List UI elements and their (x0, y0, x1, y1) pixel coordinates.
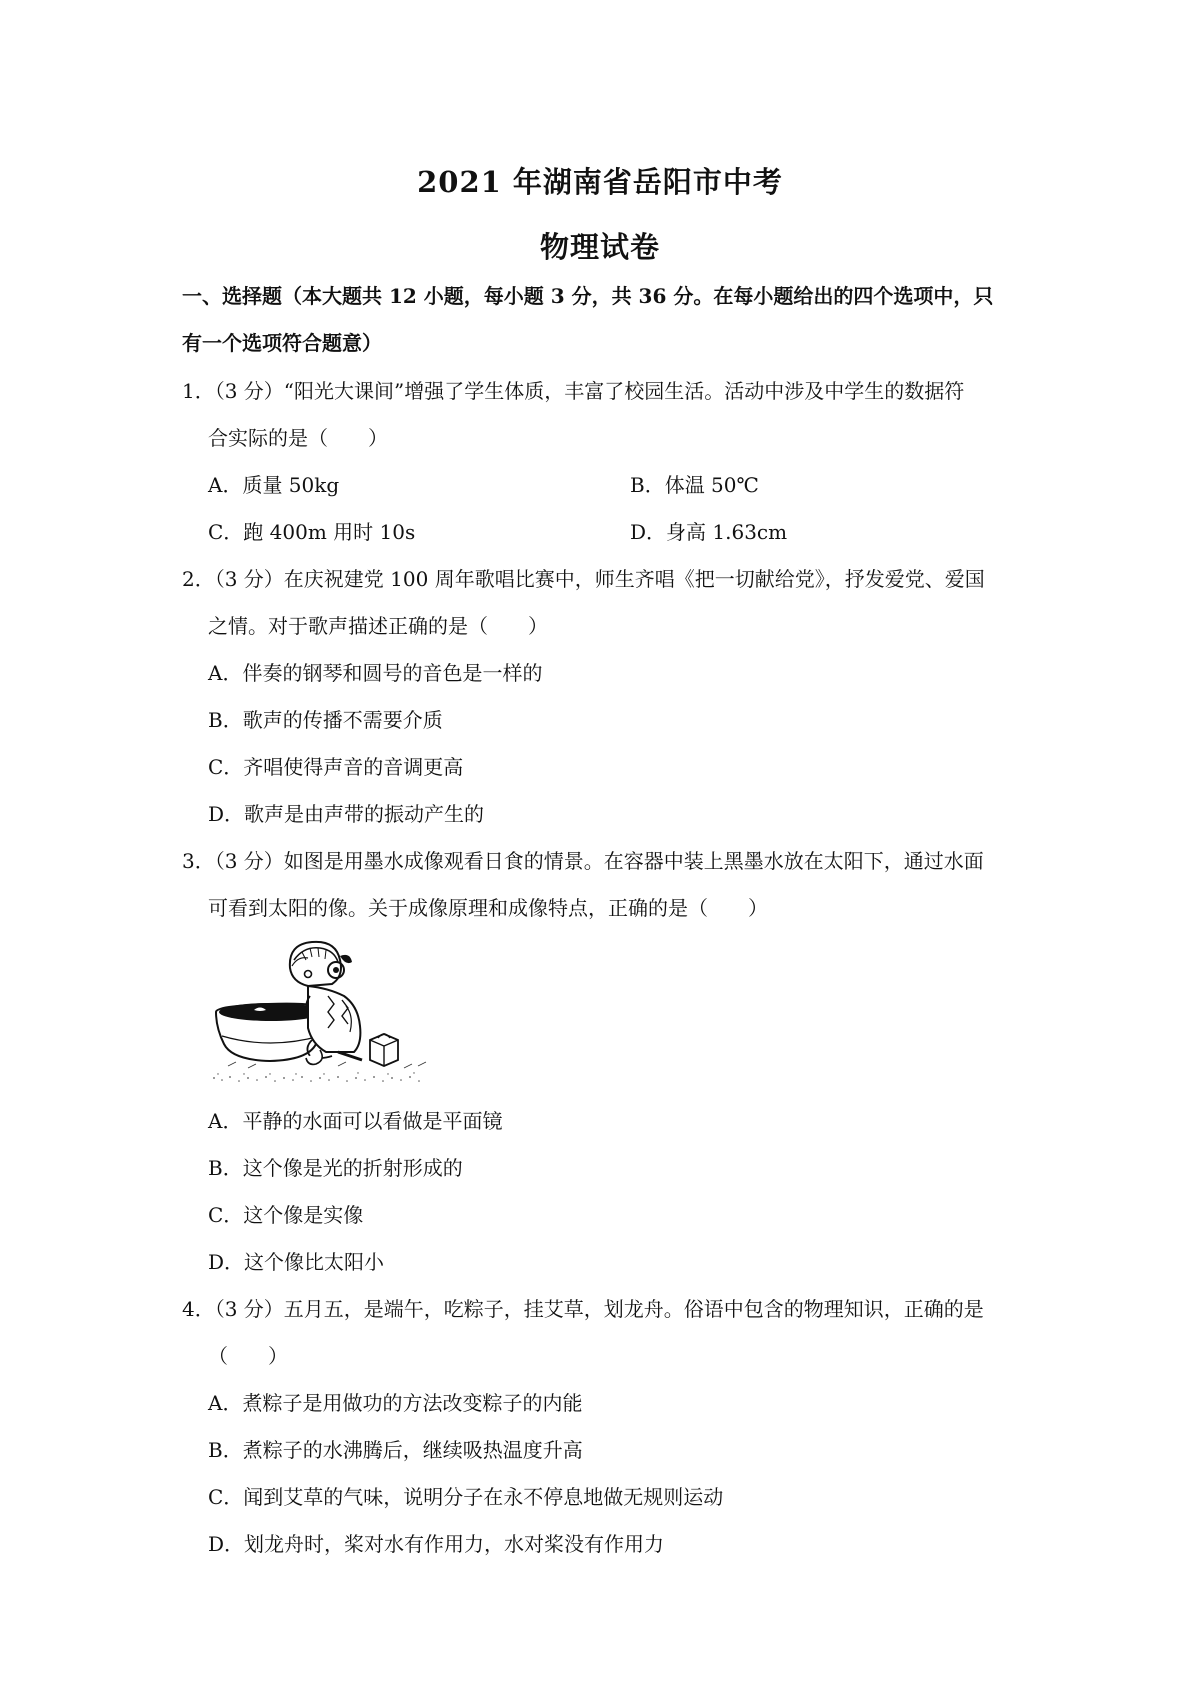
question-3-option-b: B．这个像是光的折射形成的 (208, 1156, 463, 1180)
ink-basin-eclipse-figure (208, 940, 433, 1085)
question-1-option-a: A．质量 50kg (208, 473, 340, 497)
question-2-stem-line1: 2．（3 分）在庆祝建党 100 周年歌唱比赛中，师生齐唱《把一切献给党》，抒发爱党、爱国 (182, 567, 985, 591)
question-4-option-d: D．划龙舟时，桨对水有作用力，水对桨没有作用力 (208, 1532, 665, 1556)
question-3-option-c: C．这个像是实像 (208, 1203, 364, 1227)
question-4-stem-line1: 4．（3 分）五月五，是端午，吃粽子，挂艾草，划龙舟。俗语中包含的物理知识，正确的是 (182, 1297, 984, 1321)
question-1-option-c: C．跑 400m 用时 10s (208, 520, 416, 544)
question-3-stem-line1: 3．（3 分）如图是用墨水成像观看日食的情景。在容器中装上黑墨水放在太阳下，通过水面 (182, 849, 984, 873)
question-2-option-d: D．歌声是由声带的振动产生的 (208, 802, 485, 826)
question-2-option-b: B．歌声的传播不需要介质 (208, 708, 443, 732)
question-3-stem-line2: 可看到太阳的像。关于成像原理和成像特点，正确的是（ ） (208, 896, 768, 920)
exam-title: 2021 年湖南省岳阳市中考 (417, 165, 783, 199)
question-2-stem-line2: 之情。对于歌声描述正确的是（ ） (208, 614, 548, 638)
question-4-option-c: C．闻到艾草的气味，说明分子在永不停息地做无规则运动 (208, 1485, 724, 1509)
exam-subtitle: 物理试卷 (539, 230, 660, 264)
question-4-option-a: A．煮粽子是用做功的方法改变粽子的内能 (208, 1391, 583, 1415)
question-3-option-d: D．这个像比太阳小 (208, 1250, 385, 1274)
question-1-option-b: B．体温 50℃ (630, 473, 759, 497)
question-1-stem-line1: 1．（3 分）“阳光大课间”增强了学生体质，丰富了校园生活。活动中涉及中学生的数据符 (182, 379, 965, 403)
question-2-option-c: C．齐唱使得声音的音调更高 (208, 755, 464, 779)
section-heading-line1: 一、选择题（本大题共 12 小题，每小题 3 分，共 36 分。在每小题给出的四个选项中，只 (182, 284, 994, 308)
question-1-option-d: D．身高 1.63cm (630, 520, 788, 544)
section-heading-line2: 有一个选项符合题意） (182, 331, 382, 355)
question-1-stem-line2: 合实际的是（ ） (208, 426, 388, 450)
question-3-option-a: A．平静的水面可以看做是平面镜 (208, 1109, 503, 1133)
question-2-option-a: A．伴奏的钢琴和圆号的音色是一样的 (208, 661, 543, 685)
question-4-stem-line2: （ ） (208, 1344, 288, 1368)
question-4-option-b: B．煮粽子的水沸腾后，继续吸热温度升高 (208, 1438, 583, 1462)
